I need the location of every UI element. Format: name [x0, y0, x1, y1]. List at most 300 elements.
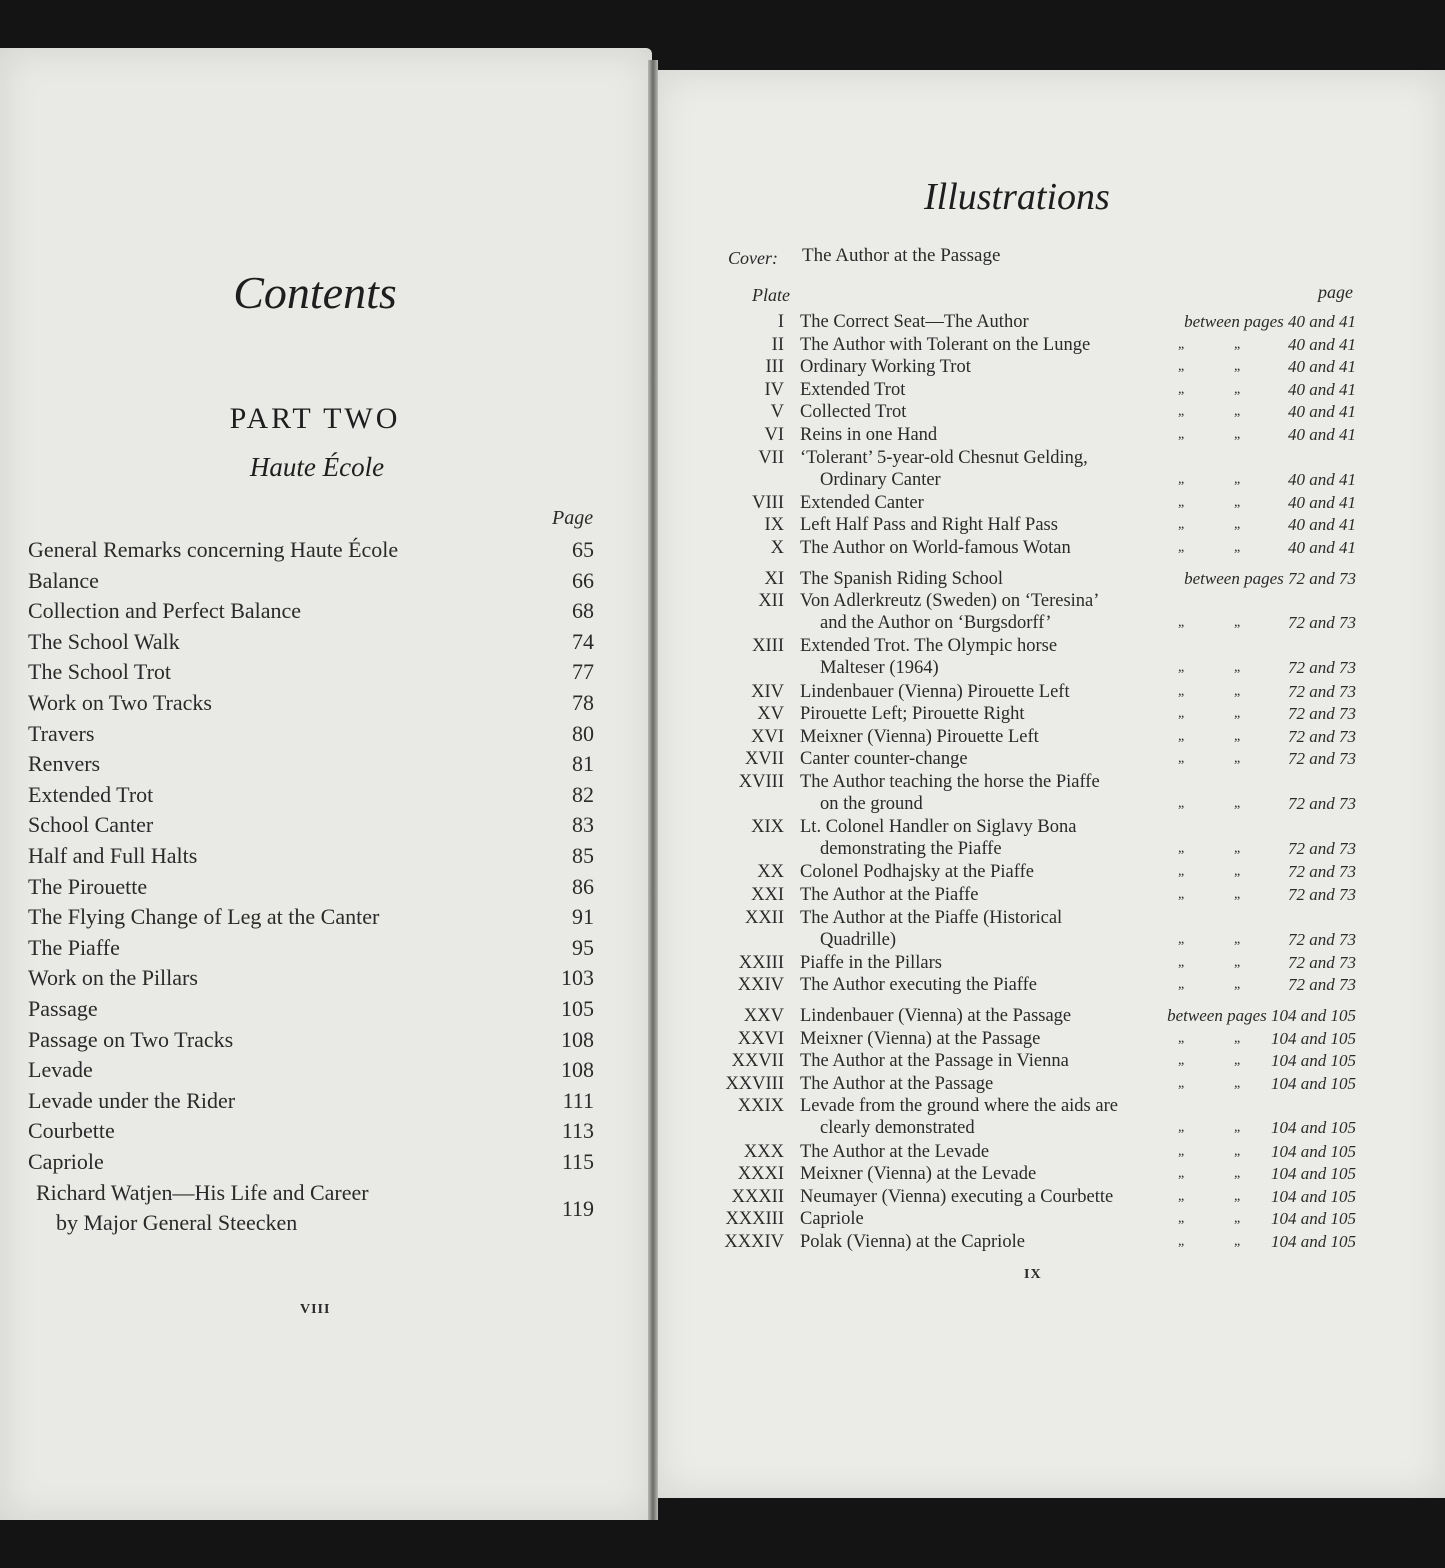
plate-caption: [800, 884, 1160, 906]
plate-number: XXIV: [737, 975, 784, 996]
plate-caption-line1: Extended Trot: [800, 379, 906, 400]
plate-entry: [700, 681, 1356, 703]
toc-entry-title: The School Walk: [28, 628, 180, 654]
toc-entry: [28, 965, 594, 995]
plate-caption-line1: Piaffe in the Pillars: [800, 952, 942, 973]
ditto-mark: „: [1178, 1120, 1185, 1136]
part-subtitle: Haute École: [249, 452, 385, 482]
toc-entry-title: General Remarks concerning Haute École: [28, 537, 399, 562]
plate-entry: [700, 1163, 1356, 1185]
toc-entry-title: Balance: [28, 567, 99, 593]
plate-page-ref: 104 and 105: [1271, 1051, 1356, 1071]
plate-entry: [700, 1186, 1356, 1208]
plate-caption-line1: The Correct Seat—The Author: [800, 312, 1029, 332]
ditto-mark: „: [1178, 336, 1185, 352]
ditto-mark: „: [1178, 796, 1185, 811]
toc-entry-title: The Flying Change of Leg at the Canter: [28, 904, 380, 930]
plate-page-ref: 72 and 73: [1288, 952, 1356, 972]
plate-caption-line1: Colonel Podhajsky at the Piaffe: [800, 862, 1034, 883]
plate-caption-line1: Lindenbauer (Vienna) Pirouette Left: [800, 681, 1070, 702]
toc-entry-title: Extended Trot: [28, 781, 154, 807]
plate-caption-line2: clearly demonstrated: [820, 1118, 975, 1139]
plate-entry: [700, 748, 1356, 770]
toc-entry: [28, 1057, 594, 1087]
plate-page-ref: 72 and 73: [1288, 658, 1356, 678]
plate-number: XV: [757, 704, 784, 725]
toc-entry: [28, 659, 594, 689]
ditto-mark: „: [1178, 1075, 1185, 1091]
ditto-mark: „: [1178, 1188, 1185, 1204]
plate-number: XXXIV: [724, 1232, 784, 1252]
toc-entry-title: Work on Two Tracks: [28, 690, 212, 715]
plate-caption: [800, 681, 1160, 703]
plate-caption-line1: Levade from the ground where the aids are: [800, 1096, 1118, 1117]
ditto-mark: „: [1234, 404, 1241, 420]
plate-entry: [700, 1231, 1356, 1253]
plate-caption-line1: The Author teaching the horse the Piaffe: [800, 772, 1100, 792]
plate-caption: [800, 1050, 1160, 1072]
plate-caption-line2: Malteser (1964): [820, 658, 939, 679]
plate-page-ref: between pages 40 and 41: [1184, 312, 1356, 331]
plate-caption: [800, 514, 1160, 536]
plate-caption-line1: Lindenbauer (Vienna) at the Passage: [800, 1006, 1072, 1026]
toc-entry-title: Passage on Two Tracks: [28, 1026, 234, 1052]
plate-caption: [800, 379, 1160, 401]
plate-caption-line1: Meixner (Vienna) Pirouette Left: [800, 726, 1039, 747]
plate-page-ref: between pages 72 and 73: [1184, 568, 1356, 588]
plate-caption-line1: The Author executing the Piaffe: [800, 975, 1038, 996]
toc-entry-page: 80: [572, 720, 594, 746]
plate-entry: [700, 1141, 1356, 1163]
ditto-mark: „: [1234, 1030, 1241, 1046]
toc-entry-page: 85: [572, 843, 594, 868]
plate-caption-line1: Ordinary Working Trot: [800, 357, 971, 378]
plate-entry: [700, 356, 1356, 378]
plate-caption-line1: Canter counter-change: [800, 749, 968, 770]
plate-caption: [800, 974, 1160, 996]
plate-entry: [700, 726, 1356, 748]
toc-entry: [28, 1118, 594, 1148]
plate-number: XXVI: [737, 1028, 784, 1049]
toc-entry-page: 108: [561, 1057, 594, 1083]
part-title: PART TWO: [229, 402, 401, 435]
plate-number: XXXI: [737, 1164, 784, 1185]
plate-entry: [700, 703, 1356, 725]
toc-entry-page: 78: [572, 690, 594, 715]
ditto-mark: „: [1234, 427, 1241, 442]
plate-caption: [800, 703, 1160, 725]
plate-caption: [800, 1186, 1160, 1208]
plate-number: XXIII: [738, 952, 784, 973]
plate-page-ref: 104 and 105: [1271, 1164, 1356, 1184]
toc-entry-page: 82: [572, 781, 594, 807]
plate-caption: [800, 356, 1160, 378]
plate-caption-line2: demonstrating the Piaffe: [820, 839, 1002, 860]
plate-caption: [800, 952, 1160, 974]
plate-number: XXXII: [731, 1186, 784, 1207]
plate-number: X: [770, 538, 784, 558]
toc-entry: [28, 874, 594, 904]
plate-entry: [700, 907, 1356, 951]
ditto-mark: „: [1178, 494, 1185, 510]
plate-entry: [700, 1073, 1356, 1095]
plate-page-ref: 40 and 41: [1288, 469, 1356, 489]
plate-caption: [800, 1208, 1160, 1230]
ditto-mark: „: [1234, 1188, 1241, 1204]
plate-caption: [800, 726, 1160, 748]
plate-number: XXXIII: [725, 1209, 784, 1230]
toc-entry: [28, 904, 594, 934]
left-folio: VIII: [300, 1302, 331, 1317]
ditto-mark: „: [1234, 660, 1241, 676]
plate-caption: [800, 424, 1160, 446]
plate-entry: [700, 1050, 1356, 1072]
plate-entry: [700, 537, 1356, 559]
toc-entry-title: Levade under the Rider: [28, 1087, 236, 1113]
plate-caption-line1: Reins in one Hand: [800, 425, 938, 445]
plate-caption: [800, 635, 1160, 679]
plate-page-ref: 40 and 41: [1288, 379, 1356, 399]
ditto-mark: „: [1178, 517, 1185, 533]
plate-caption: [800, 861, 1160, 883]
plate-caption-line1: Lt. Colonel Handler on Siglavy Bona: [800, 817, 1077, 838]
plate-page-ref: 72 and 73: [1288, 726, 1356, 746]
plate-page-ref: 72 and 73: [1288, 862, 1356, 882]
ditto-mark: „: [1234, 336, 1241, 352]
plate-page-ref: 72 and 73: [1288, 839, 1356, 859]
plate-caption-line1: The Spanish Riding School: [800, 568, 1003, 589]
plate-number: VIII: [752, 492, 784, 513]
toc-entry: [28, 996, 594, 1026]
plate-number: XVIII: [738, 772, 784, 792]
toc-entry-page: 77: [572, 659, 594, 685]
plate-page-ref: 104 and 105: [1271, 1141, 1356, 1161]
plate-page-ref: 104 and 105: [1271, 1209, 1356, 1229]
cover-caption: The Author at the Passage: [802, 245, 1001, 266]
plate-page-ref: 72 and 73: [1288, 681, 1356, 701]
plate-number: XXIX: [737, 1096, 784, 1117]
ditto-mark: „: [1234, 864, 1241, 880]
plate-caption: [800, 1028, 1160, 1050]
plate-caption-line1: The Author at the Piaffe (Historical: [800, 907, 1063, 928]
plate-entry: [700, 590, 1356, 634]
ditto-mark: „: [1234, 796, 1241, 811]
toc-entry: [28, 1088, 594, 1118]
plate-number: XIV: [751, 681, 784, 702]
ditto-mark: „: [1234, 517, 1241, 533]
toc-entry-title-line2: by Major General Steecken: [56, 1210, 298, 1235]
ditto-mark: „: [1178, 615, 1185, 631]
plate-entry: [700, 311, 1356, 333]
toc-entry-page: 95: [572, 934, 594, 960]
ditto-mark: „: [1234, 841, 1241, 857]
ditto-mark: „: [1234, 977, 1241, 993]
plate-caption-line1: The Author at the Passage: [800, 1073, 994, 1094]
toc-entry: [28, 690, 594, 720]
plate-caption: [800, 1141, 1160, 1163]
ditto-mark: „: [1234, 931, 1241, 947]
ditto-mark: „: [1178, 954, 1185, 970]
plate-entry: [700, 884, 1356, 906]
book-gutter: [648, 60, 658, 1520]
ditto-mark: „: [1234, 1143, 1241, 1159]
ditto-mark: „: [1178, 706, 1185, 722]
plate-caption-line2: and the Author on ‘Burgsdorff’: [820, 613, 1052, 634]
plate-page-ref: 40 and 41: [1288, 402, 1356, 422]
toc-entry-page: 103: [561, 965, 594, 991]
plate-number: XX: [757, 862, 784, 883]
toc-entry: [28, 1027, 594, 1057]
cover-label: Cover:: [728, 248, 778, 268]
plate-caption-line1: Meixner (Vienna) at the Levade: [800, 1164, 1037, 1185]
plate-header: Plate: [752, 285, 790, 305]
plate-caption: [800, 401, 1160, 423]
ditto-mark: „: [1178, 1030, 1185, 1046]
plate-entry: [700, 1095, 1356, 1139]
plate-number: XXVIII: [725, 1073, 784, 1094]
ditto-mark: „: [1178, 683, 1185, 699]
plate-number: XII: [758, 591, 784, 612]
toc-entry-title: Work on the Pillars: [28, 965, 198, 991]
plate-number: XVI: [751, 726, 784, 747]
plate-entry: [700, 401, 1356, 423]
plate-entry: [700, 861, 1356, 883]
toc-entry-page: 68: [572, 598, 594, 624]
ditto-mark: „: [1178, 864, 1185, 880]
ditto-mark: „: [1178, 660, 1185, 676]
plate-caption: [800, 590, 1160, 634]
plate-page-ref: 72 and 73: [1288, 749, 1356, 769]
toc-entry-title: Levade: [28, 1057, 93, 1083]
plate-caption-line1: The Author on World-famous Wotan: [800, 538, 1071, 558]
ditto-mark: „: [1234, 751, 1241, 767]
toc-entry: [28, 935, 594, 965]
plate-caption: [800, 907, 1160, 951]
ditto-mark: „: [1178, 381, 1185, 397]
plate-number: VII: [758, 447, 784, 468]
plate-number: XXVII: [731, 1051, 784, 1072]
toc-entry-title: Renvers: [28, 751, 101, 777]
plate-page-ref: 104 and 105: [1271, 1232, 1356, 1251]
plate-entry: [700, 514, 1356, 536]
ditto-mark: „: [1178, 1166, 1185, 1182]
plate-number: IV: [764, 379, 784, 400]
plate-number: IX: [764, 515, 784, 536]
plate-caption: [800, 1231, 1160, 1253]
ditto-mark: „: [1234, 494, 1241, 510]
ditto-mark: „: [1234, 728, 1241, 744]
ditto-mark: „: [1234, 706, 1241, 722]
plate-caption: [800, 816, 1160, 860]
plate-number: XIX: [751, 817, 784, 838]
plate-page-ref: 104 and 105: [1271, 1028, 1356, 1048]
plate-caption: [800, 771, 1160, 815]
plate-page-ref: 72 and 73: [1288, 704, 1356, 724]
ditto-mark: „: [1178, 887, 1185, 902]
plate-entry: [700, 952, 1356, 974]
ditto-mark: „: [1234, 954, 1241, 970]
plate-caption: [800, 334, 1160, 356]
plate-entry: [700, 1028, 1356, 1050]
plate-caption: [800, 1163, 1160, 1185]
toc-entry-title: The School Trot: [28, 659, 172, 685]
plate-caption-line1: Polak (Vienna) at the Capriole: [800, 1232, 1025, 1252]
plate-caption: [800, 492, 1160, 514]
toc-entry-title: The Pirouette: [28, 873, 148, 899]
plate-page-ref: 72 and 73: [1288, 929, 1356, 949]
ditto-mark: „: [1234, 1166, 1241, 1182]
plate-caption-line1: Capriole: [800, 1209, 864, 1230]
ditto-mark: „: [1234, 1211, 1241, 1227]
plate-caption-line1: The Author with Tolerant on the Lunge: [800, 334, 1091, 355]
plate-caption-line1: The Author at the Piaffe: [800, 885, 979, 905]
plate-entry: [700, 1005, 1356, 1027]
toc-entry: [28, 629, 594, 659]
plate-entry: [700, 816, 1356, 860]
toc-entry-last: [36, 1178, 594, 1240]
plate-caption-line1: Extended Canter: [800, 492, 924, 513]
toc-entry: [28, 598, 594, 628]
plate-number: XIII: [752, 636, 784, 657]
ditto-mark: „: [1178, 728, 1185, 744]
plate-entry: [700, 424, 1356, 446]
illustrations-title: Illustrations: [924, 176, 1110, 218]
plate-page-ref: 72 and 73: [1288, 885, 1356, 904]
toc-entry-title: Passage: [28, 996, 98, 1021]
plate-number: XXII: [744, 907, 784, 928]
plate-entry: [700, 771, 1356, 815]
plate-caption-line1: Collected Trot: [800, 402, 907, 423]
plate-number: XXI: [751, 885, 784, 905]
plate-caption-line1: Von Adlerkreutz (Sweden) on ‘Teresina’: [800, 591, 1100, 612]
toc-entry: [28, 843, 594, 873]
plate-caption-line2: Ordinary Canter: [820, 469, 941, 490]
plate-caption-line1: The Author at the Passage in Vienna: [800, 1051, 1069, 1072]
toc-entry-page: 65: [572, 537, 594, 562]
ditto-mark: „: [1234, 1053, 1241, 1069]
plate-caption: [800, 311, 1160, 333]
ditto-mark: „: [1178, 931, 1185, 947]
plate-page-ref: 40 and 41: [1288, 425, 1356, 444]
toc-entry-title: Collection and Perfect Balance: [28, 598, 302, 624]
toc-page-header: Page: [552, 507, 594, 529]
plate-page-ref: 72 and 73: [1288, 975, 1356, 995]
toc-entry: [28, 1149, 594, 1179]
plate-caption: [800, 1095, 1160, 1139]
plate-caption: [800, 447, 1160, 491]
plate-entry: [700, 635, 1356, 679]
plate-number: XXV: [743, 1006, 784, 1026]
contents-title: Contents: [233, 267, 397, 318]
plate-page-ref: 40 and 41: [1288, 357, 1356, 377]
plate-caption-line1: Left Half Pass and Right Half Pass: [800, 515, 1058, 536]
plate-page-ref: 104 and 105: [1271, 1118, 1356, 1138]
plate-page-ref: between pages 104 and 105: [1167, 1006, 1356, 1025]
toc-entry-page: 66: [572, 567, 594, 593]
plate-number: XI: [764, 568, 784, 589]
ditto-mark: „: [1234, 1234, 1241, 1249]
ditto-mark: „: [1178, 841, 1185, 857]
ditto-mark: „: [1234, 359, 1241, 375]
toc-entry: [28, 568, 594, 598]
plate-caption-line1: The Author at the Levade: [800, 1141, 990, 1162]
toc-entry-title: School Canter: [28, 812, 154, 838]
toc-entry: [28, 812, 594, 842]
plate-entry: [700, 447, 1356, 491]
plate-caption-line2: Quadrille): [820, 929, 897, 950]
plate-caption-line1: Meixner (Vienna) at the Passage: [800, 1028, 1041, 1049]
plate-page-ref: 104 and 105: [1271, 1186, 1356, 1206]
ditto-mark: „: [1178, 359, 1185, 375]
toc-entry: [28, 751, 594, 781]
toc-entry-page: 119: [561, 1196, 594, 1221]
plate-number: III: [765, 357, 784, 378]
ditto-mark: „: [1178, 1053, 1185, 1069]
plate-entry: [700, 379, 1356, 401]
toc-entry-title: The Piaffe: [28, 934, 120, 960]
plate-caption-line1: Neumayer (Vienna) executing a Courbette: [800, 1186, 1114, 1207]
plate-caption: [800, 1005, 1160, 1027]
ditto-mark: „: [1234, 683, 1241, 699]
toc-entry-page: 81: [572, 751, 594, 777]
ditto-mark: „: [1178, 427, 1185, 442]
ditto-mark: „: [1178, 1143, 1185, 1159]
plate-page-ref: 104 and 105: [1271, 1073, 1356, 1093]
plate-caption-line2: on the ground: [820, 794, 923, 814]
plate-caption-line1: ‘Tolerant’ 5-year-old Chesnut Gelding,: [800, 447, 1088, 468]
plate-page-ref: 40 and 41: [1288, 515, 1356, 535]
right-folio: IX: [1024, 1267, 1042, 1282]
plate-number: II: [771, 334, 784, 355]
toc-entry-title: Half and Full Halts: [28, 843, 198, 868]
ditto-mark: „: [1234, 887, 1241, 902]
ditto-mark: „: [1234, 615, 1241, 631]
plate-number: V: [770, 402, 784, 423]
plate-entry: [700, 974, 1356, 996]
toc-entry-title: Travers: [28, 720, 95, 746]
plate-number: I: [777, 312, 784, 332]
plate-caption: [800, 568, 1160, 590]
plate-entry: [700, 1208, 1356, 1230]
toc-entry-title: Capriole: [28, 1149, 104, 1174]
page-column-header: page: [1318, 282, 1353, 302]
plate-number: XVII: [744, 749, 784, 770]
plate-caption-line1: Extended Trot. The Olympic horse: [800, 636, 1058, 657]
ditto-mark: „: [1178, 471, 1185, 487]
plate-page-ref: 40 and 41: [1288, 334, 1356, 354]
ditto-mark: „: [1178, 540, 1185, 555]
ditto-mark: „: [1234, 540, 1241, 555]
ditto-mark: „: [1178, 404, 1185, 420]
plate-caption-line1: Pirouette Left; Pirouette Right: [800, 704, 1025, 725]
plate-number: XXX: [743, 1141, 784, 1162]
toc-entry: [28, 782, 594, 812]
toc-entry-page: 108: [561, 1026, 594, 1052]
ditto-mark: „: [1178, 977, 1185, 993]
ditto-mark: „: [1178, 1234, 1185, 1249]
toc-entry: [28, 721, 594, 751]
toc-entry-title: Courbette: [28, 1118, 115, 1144]
plate-entry: [700, 568, 1356, 590]
ditto-mark: „: [1178, 1211, 1185, 1227]
plate-entry: [700, 334, 1356, 356]
ditto-mark: „: [1234, 381, 1241, 397]
toc-entry-page: 115: [561, 1149, 594, 1174]
plate-entry: [700, 492, 1356, 514]
plate-page-ref: 72 and 73: [1288, 794, 1356, 813]
plate-page-ref: 72 and 73: [1288, 613, 1356, 633]
ditto-mark: „: [1234, 1120, 1241, 1136]
